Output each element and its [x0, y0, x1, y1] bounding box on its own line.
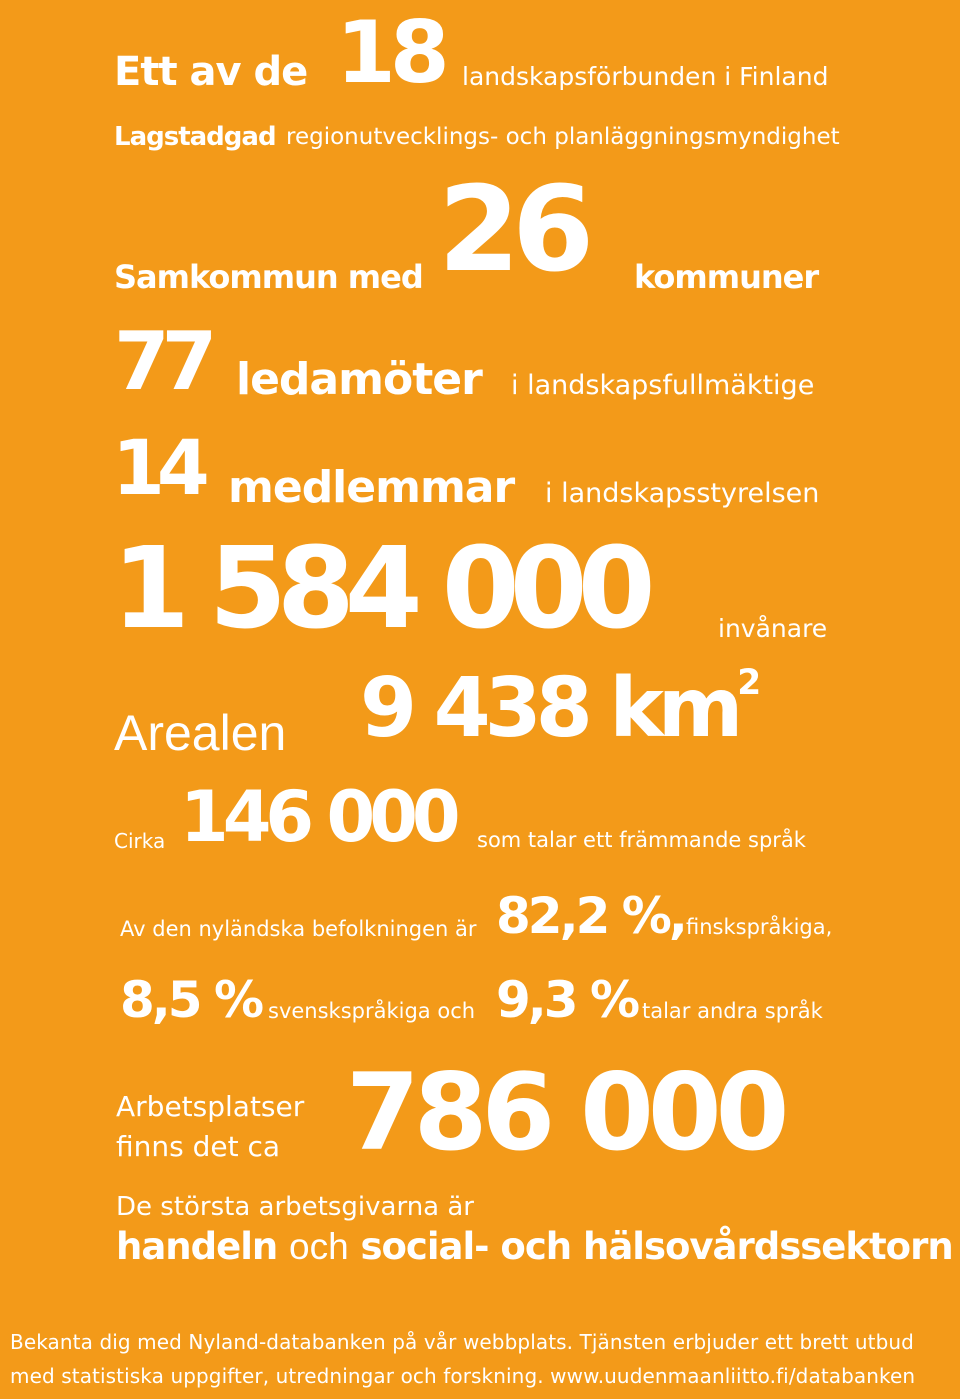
row13-bold2: social- och hälsovårdssektorn [360, 1225, 953, 1268]
row11-label-line1: Arbetsplatser [116, 1090, 305, 1123]
row2-bold: Lagstadgad [114, 122, 276, 152]
row13-bold1: handeln [116, 1225, 278, 1268]
row3-number: 26 [438, 160, 587, 298]
row10-suffix: talar andra språk [642, 999, 823, 1023]
row5-number: 14 [112, 423, 202, 512]
row1-prefix: Ett av de [114, 49, 308, 95]
row11-number: 786 000 [346, 1051, 784, 1174]
row1-suffix: landskapsförbunden i Finland [462, 62, 829, 91]
row10-number1: 8,5 % [120, 971, 262, 1029]
row7-superscript: 2 [737, 663, 756, 704]
row7-area [360, 661, 756, 756]
row8-number: 146 000 [180, 776, 455, 858]
row4-number: 77 [114, 315, 210, 408]
row7-number: 9 438 km [360, 661, 738, 756]
row11-label-line2: finns det ca [116, 1130, 281, 1163]
row9-suffix: finskspråkiga, [686, 915, 833, 939]
row13-middle: och [289, 1226, 349, 1267]
row7-prefix: Arealen [114, 705, 287, 761]
row10-number2: 9,3 % [496, 971, 638, 1029]
row3-suffix: kommuner [634, 258, 819, 296]
row1-number: 18 [336, 3, 444, 103]
row8-prefix: Cirka [114, 829, 166, 853]
footer-line1: Bekanta dig med Nyland-databanken på vår webbplats. Tjänsten erbjuder ett brett utbud [10, 1330, 914, 1354]
row6-suffix: invånare [718, 614, 828, 643]
row5-rest: i landskapsstyrelsen [545, 478, 820, 509]
row10-middle: svenskspråkiga och [268, 999, 476, 1023]
row5-bold: medlemmar [228, 462, 515, 513]
row8-suffix: som talar ett främmande språk [477, 828, 806, 852]
row12-text: De största arbetsgivarna är [116, 1192, 474, 1222]
row9-prefix: Av den nyländska befolkningen är [120, 917, 477, 941]
row6-number: 1 584 000 [112, 524, 646, 654]
row4-rest: i landskapsfullmäktige [511, 370, 815, 401]
row4-bold: ledamöter [236, 354, 482, 405]
row9-number: 82,2 %, [496, 887, 685, 945]
row3-prefix: Samkommun med [114, 258, 423, 296]
footer [0, 1322, 960, 1399]
footer-line2: med statistiska uppgifter, utredningar och forskning. www.uudenmaanliitto.fi/databanken [10, 1364, 916, 1388]
row13 [116, 1225, 953, 1268]
row2-rest: regionutvecklings- och planläggningsmyndighet [286, 124, 840, 150]
